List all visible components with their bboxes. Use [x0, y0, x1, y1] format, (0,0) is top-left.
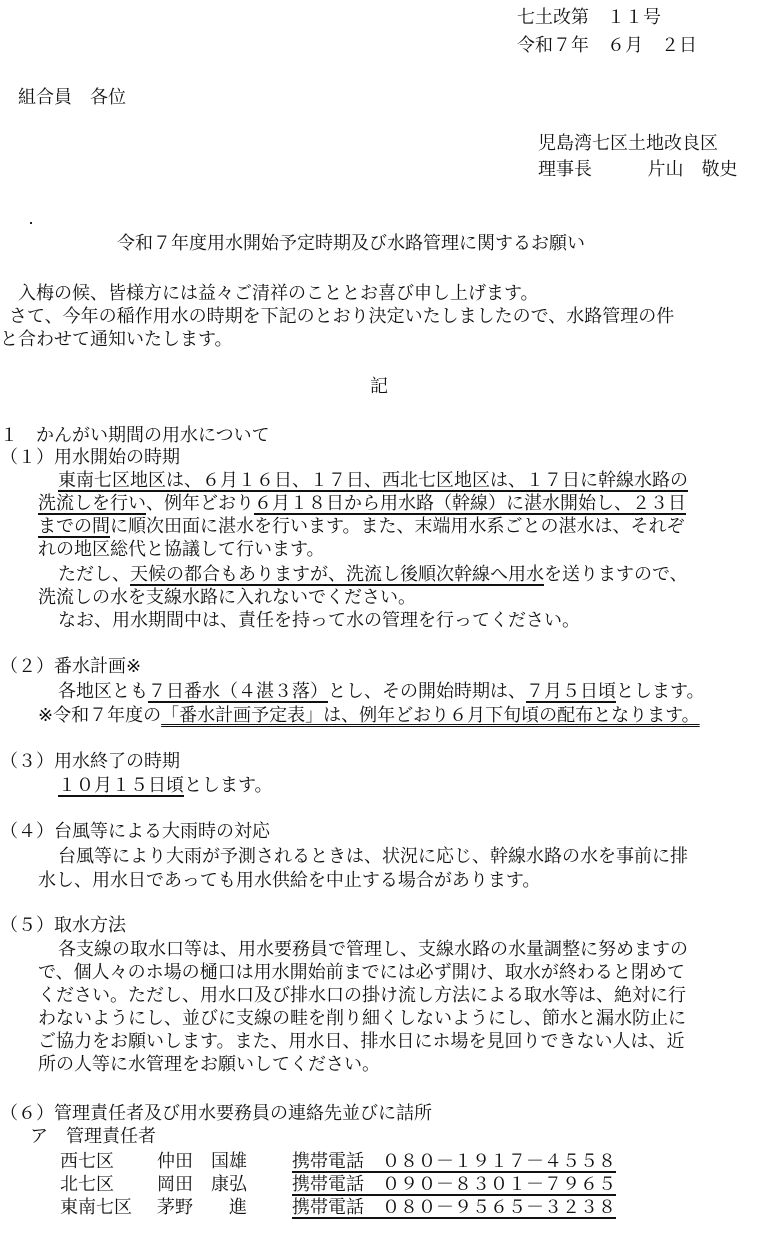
sub3-heading: （３）用水終了の時期 — [0, 751, 180, 772]
chair-name: 片山 敬史 — [647, 159, 738, 180]
plain-text: ただし、 — [58, 564, 130, 585]
stray-dot — [30, 222, 32, 224]
contact-district: 東南七区 — [60, 1197, 132, 1218]
sub1-p1-line4: れの地区総代と協議して行います。 — [38, 539, 325, 560]
sub1-p2-line1 — [58, 563, 688, 587]
plain-text: とし、その開始時期は、 — [328, 681, 526, 702]
greeting-line-1: 入梅の候、皆様方には益々ご清祥のこととお喜び申し上げます。 — [18, 283, 539, 304]
contact-row — [60, 1150, 700, 1174]
contact-district: 西七区 — [60, 1151, 114, 1172]
sub1-p1-line1 — [58, 469, 688, 493]
sub5-line: ご協力をお願いします。また、用水日、排水日にホ場を見回りできない人は、近 — [38, 1031, 685, 1052]
double-underlined-text: 「番水計画予定表」は、例年どおり６月下旬頃の配布となります。 — [161, 705, 700, 726]
sub5-line: 各支線の取水口等は、用水要務員で管理し、支線水路の水量調整に努めますの — [58, 939, 688, 960]
sub2-heading: （２）番水計画※ — [0, 656, 142, 677]
underlined-text: 洗流しを行い — [38, 493, 146, 514]
contact-row — [60, 1196, 700, 1220]
chair-title: 理事長 — [538, 159, 592, 180]
contact-row — [60, 1173, 700, 1197]
sub1-heading: （１）用水開始の時期 — [0, 447, 180, 468]
greeting-line-2: さて、今年の稲作用水の時期を下記のとおり決定いたしましたので、水路管理の件 — [9, 306, 675, 327]
underlined-text: ７日番水（４湛３落） — [148, 681, 328, 702]
organization-name: 児島湾七区土地改良区 — [538, 133, 718, 154]
sub5-heading: （５）取水方法 — [0, 915, 126, 936]
underlined-text: 東南七区地区は、６月１６日、１７日、西北七区地区は、１７日に幹線水路の — [58, 470, 688, 491]
contact-name: 岡田 康弘 — [157, 1174, 247, 1195]
contact-phone[interactable]: 携帯電話 ０８０－９５６５－３２３８ — [292, 1197, 616, 1218]
sub1-p1-line2 — [38, 492, 686, 516]
sub1-p2-line2: 洗流しの水を支線水路に入れないでください。 — [38, 587, 416, 608]
document-date: 令和７年 ６月 ２日 — [517, 35, 697, 56]
sub5-line: ください。ただし、用水口及び排水口の掛け流し方法による取水等は、絶対に行 — [38, 985, 686, 1006]
underlined-text: 天候の都合もありますが、洗流し後順次幹線へ用水 — [130, 564, 544, 585]
plain-text: に順次田面に湛水を行います。また、末端用水系ごとの湛水は、それぞ — [110, 516, 685, 537]
plain-text: とします。 — [616, 681, 705, 702]
chair-line — [538, 158, 737, 182]
sub2-line2 — [38, 704, 700, 728]
contact-name: 仲田 国雄 — [157, 1151, 247, 1172]
plain-text: 各地区とも — [58, 681, 148, 702]
contact-phone[interactable]: 携帯電話 ０８０－１９１７－４５５８ — [292, 1151, 616, 1172]
sub1-p1-line3 — [38, 515, 685, 539]
section-1-heading: １ かんがい期間の用水について — [0, 425, 270, 446]
plain-text: ※令和７年度の — [38, 705, 162, 726]
underlined-text: １０月１５日頃 — [58, 775, 184, 796]
sub2-line1 — [58, 680, 705, 704]
greeting-line-3: と合わせて通知いたします。 — [0, 329, 233, 350]
plain-text: 、例年どおり — [146, 493, 254, 514]
contact-phone[interactable]: 携帯電話 ０９０－８３０１－７９６５ — [292, 1174, 616, 1195]
sub4-line1: 台風等により大雨が予測されるときは、状況に応じ、幹線水路の水を事前に排 — [58, 846, 688, 867]
sub6-heading: （６）管理責任者及び用水要務員の連絡先並びに詰所 — [0, 1103, 432, 1124]
sub5-line: で、個人々のホ場の樋口は用水開始前までには必ず開け、取水が終わると閉めて — [38, 962, 685, 983]
sub6-sub-a: ア 管理責任者 — [30, 1126, 156, 1147]
addressee: 組合員 各位 — [18, 87, 126, 108]
contact-name: 茅野 進 — [157, 1197, 247, 1218]
document-title: 令和７年度用水開始予定時期及び水路管理に関するお願い — [117, 233, 585, 254]
contact-district: 北七区 — [60, 1174, 114, 1195]
underlined-text: ７月５日頃 — [526, 681, 616, 702]
sub4-heading: （４）台風等による大雨時の対応 — [0, 821, 270, 842]
sub4-line2: 水し、用水日であっても用水供給を中止する場合があります。 — [38, 870, 541, 891]
ki-mark: 記 — [370, 376, 388, 397]
sub5-line: わないようにし、並びに支線の畦を削り細くしないようにし、節水と漏水防止に — [38, 1008, 686, 1029]
sub5-line: 所の人等に水管理をお願いしてください。 — [38, 1054, 380, 1075]
sub1-p3: なお、用水期間中は、責任を持って水の管理を行ってください。 — [58, 610, 580, 631]
plain-text: とします。 — [184, 775, 273, 796]
sub3-line1 — [58, 774, 273, 798]
document-number: 七土改第 １１号 — [517, 7, 661, 28]
underlined-text: ６月１８日から用水路（幹線）に湛水開始し、２３日 — [254, 493, 686, 514]
underlined-text: までの間 — [38, 516, 110, 537]
plain-text: を送りますので、 — [544, 564, 688, 585]
